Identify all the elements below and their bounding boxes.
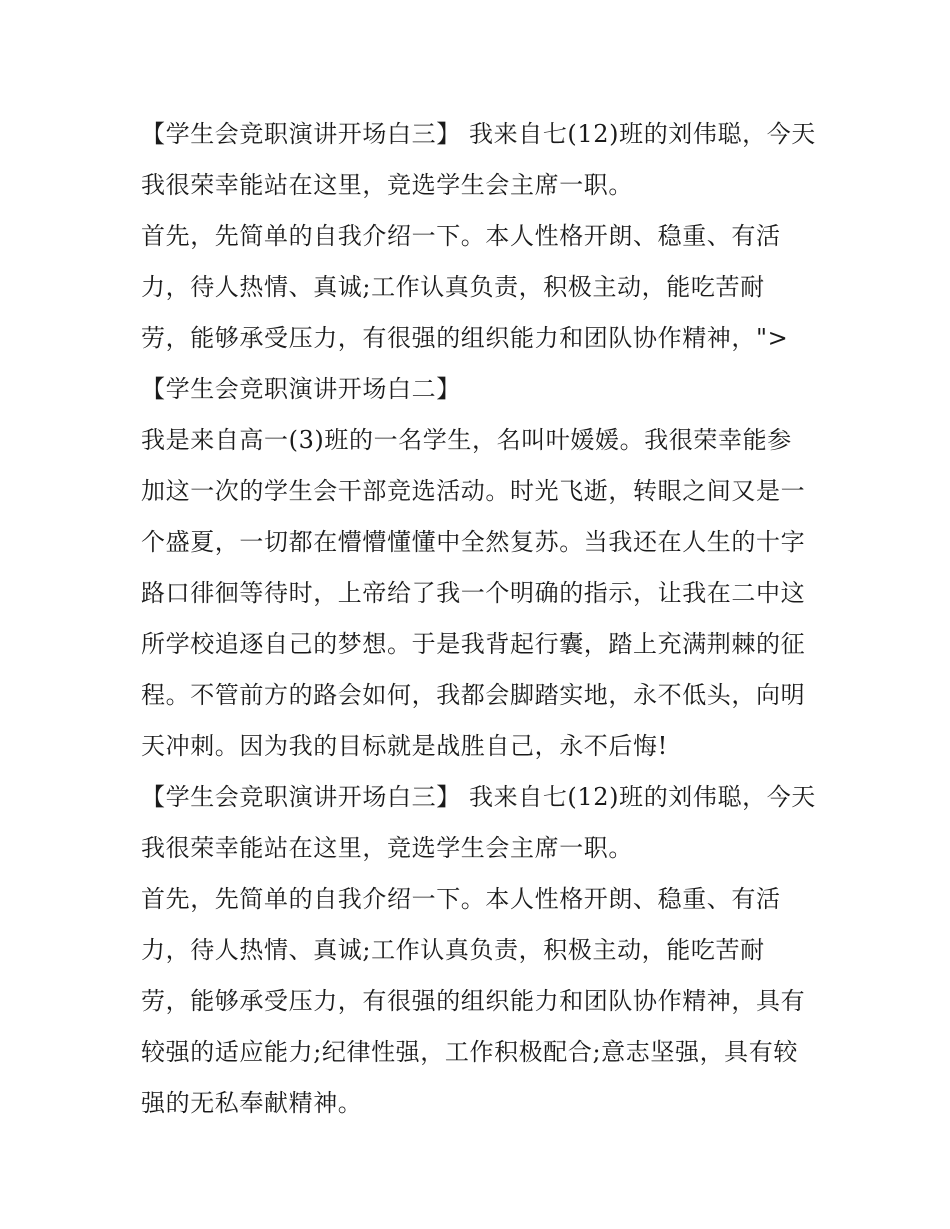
text-line: 我很荣幸能站在这里，竞选学生会主席一职。 <box>141 171 633 199</box>
text-line: 力，待人热情、真诚;工作认真负责，积极主动，能吃苦耐 <box>141 936 765 964</box>
text-line: 力，待人热情、真诚;工作认真负责，积极主动，能吃苦耐 <box>141 273 765 301</box>
text-line: 首先，先简单的自我介绍一下。本人性格开朗、稳重、有活 <box>141 885 781 913</box>
text-line: 强的无私奉献精神。 <box>141 1089 363 1117</box>
text-line: 劳，能够承受压力，有很强的组织能力和团队协作精神，"> <box>141 324 789 352</box>
text-line: 【学生会竞职演讲开场白三】 我来自七(12)班的刘伟聪，今天 <box>141 120 816 148</box>
text-line: 我是来自高一(3)班的一名学生，名叫叶媛媛。我很荣幸能参 <box>141 426 792 454</box>
text-line: 首先，先简单的自我介绍一下。本人性格开朗、稳重、有活 <box>141 222 781 250</box>
text-line: 加这一次的学生会干部竞选活动。时光飞逝，转眼之间又是一 <box>141 477 806 505</box>
text-line: 【学生会竞职演讲开场白三】 我来自七(12)班的刘伟聪，今天 <box>141 783 816 811</box>
text-line: 劳，能够承受压力，有很强的组织能力和团队协作精神，具有 <box>141 987 806 1015</box>
document-body <box>141 109 821 1129</box>
text-line: 程。不管前方的路会如何，我都会脚踏实地，永不低头，向明 <box>141 681 806 709</box>
text-line: 我很荣幸能站在这里，竞选学生会主席一职。 <box>141 834 633 862</box>
text-line: 所学校追逐自己的梦想。于是我背起行囊，踏上充满荆棘的征 <box>141 630 806 658</box>
section-heading: 【学生会竞职演讲开场白二】 <box>141 375 461 403</box>
text-line: 个盛夏，一切都在懵懵懂懂中全然复苏。当我还在人生的十字 <box>141 528 806 556</box>
text-line: 较强的适应能力;纪律性强，工作积极配合;意志坚强，具有较 <box>141 1038 798 1066</box>
text-line: 路口徘徊等待时，上帝给了我一个明确的指示，让我在二中这 <box>141 579 806 607</box>
text-line: 天冲刺。因为我的目标就是战胜自己，永不后悔! <box>141 732 668 760</box>
